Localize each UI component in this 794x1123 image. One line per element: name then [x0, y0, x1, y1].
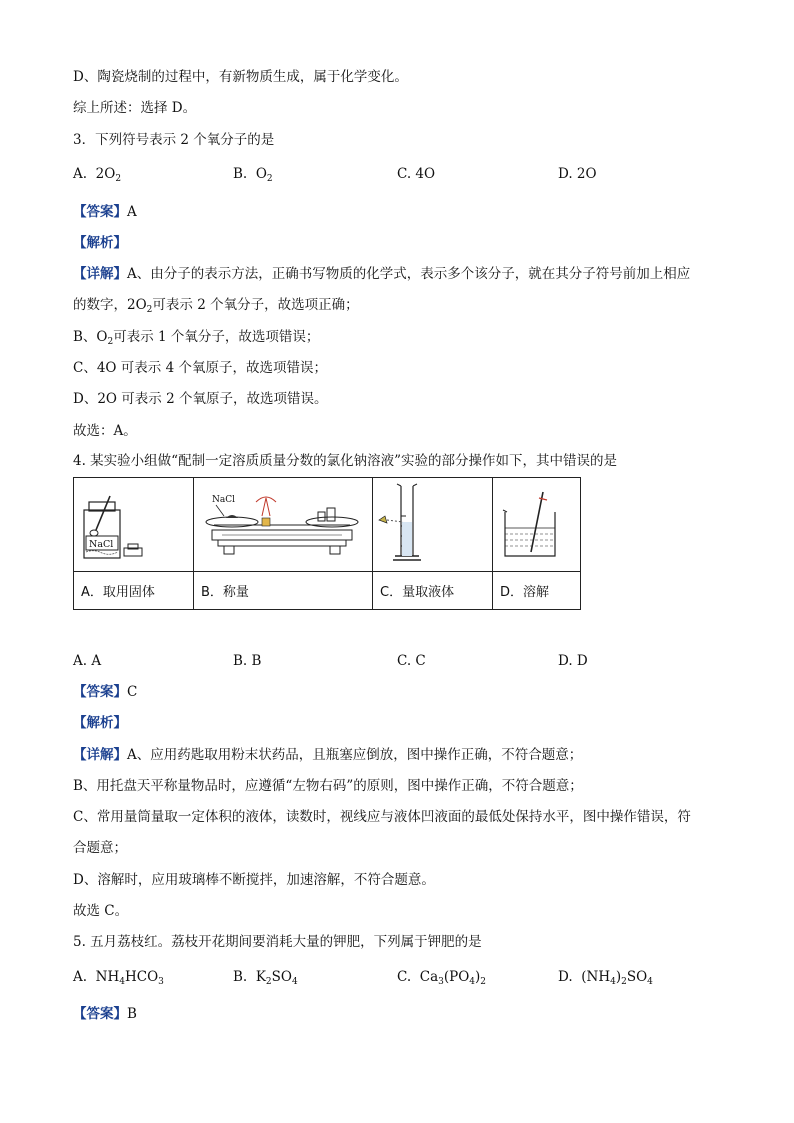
q4-option-d: D. D — [558, 653, 588, 669]
question-4: 4. 某实验小组做“配制一定溶质质量分数的氯化钠溶液”实验的部分操作如下，其中错误的是 — [73, 453, 617, 469]
detail-line: B、$O_2$可表示 1 个氧分子，故选项错误； — [73, 329, 320, 347]
detail-line: C、常用量筒量取一定体积的液体，读数时，视线应与液体凹液面的最低处保持水平，图中操作错误，符 — [73, 809, 691, 825]
q5-option-b: B. $K_2SO_4$ — [233, 969, 298, 987]
q5-option-c: C. $Ca_3(PO_4)_2$ — [397, 969, 487, 987]
q4-option-c: C. C — [397, 653, 426, 669]
caption-c: C．量取液体 — [373, 572, 493, 610]
answer-line: 【答案】C — [73, 684, 138, 700]
analysis-heading: 【解析】 — [73, 235, 127, 251]
question-3: 3．下列符号表示 2 个氧分子的是 — [73, 132, 275, 148]
answer-line: 【答案】A — [73, 204, 137, 220]
detail-line: 【详解】A、应用药匙取用粉末状药品，且瓶塞应倒放，图中操作正确，不符合题意； — [73, 747, 583, 763]
q5-option-d: D. $(NH_4)_2SO_4$ — [558, 969, 653, 987]
q3-option-b: B. $O_2$ — [233, 166, 273, 184]
text-line: 综上所述：选择 D。 — [73, 100, 197, 116]
answer-line: 【答案】B — [73, 1006, 137, 1022]
image-take-solid — [74, 478, 194, 572]
reagent-bottle-icon — [74, 478, 193, 571]
q3-option-a: A. $2O_2$ — [73, 166, 122, 184]
caption-d: D．溶解 — [493, 572, 581, 610]
detail-line: D、2O 可表示 2 个氧原子，故选项错误。 — [73, 391, 328, 407]
detail-line: 的数字，$2O_2$可表示 2 个氧分子，故选项正确； — [73, 297, 359, 315]
detail-line: 【详解】A、由分子的表示方法，正确书写物质的化学式，表示多个该分子，就在其分子符号前加上相应 — [73, 266, 691, 282]
q3-option-c: C. 4O — [397, 166, 436, 182]
q3-option-d: D. 2O — [558, 166, 597, 182]
q5-option-a: A. $NH_4HCO_3$ — [73, 969, 164, 987]
q4-option-a: A. A — [73, 653, 102, 669]
detail-line: D、溶解时，应用玻璃棒不断搅拌，加速溶解，不符合题意。 — [73, 872, 435, 888]
nacl-label: NaCl — [89, 539, 114, 550]
question-5: 5. 五月荔枝红。荔枝开花期间要消耗大量的钾肥，下列属于钾肥的是 — [73, 934, 482, 950]
detail-line: B、用托盘天平称量物品时，应遵循“左物右码”的原则，图中操作正确，不符合题意； — [73, 778, 583, 794]
experiment-table — [73, 477, 581, 610]
analysis-heading: 【解析】 — [73, 715, 127, 731]
final-answer: 故选 C。 — [73, 903, 129, 919]
text-line: D、陶瓷烧制的过程中，有新物质生成，属于化学变化。 — [73, 69, 408, 85]
nacl-label: NaCl — [212, 495, 236, 505]
caption-b: B．称量 — [194, 572, 373, 610]
graduated-cylinder-icon — [373, 478, 492, 571]
image-weighing — [194, 478, 373, 572]
detail-line: C、4O 可表示 4 个氧原子，故选项错误； — [73, 360, 327, 376]
image-measure-liquid — [373, 478, 493, 572]
q4-option-b: B. B — [233, 653, 262, 669]
caption-a: A．取用固体 — [74, 572, 194, 610]
final-answer: 故选：A。 — [73, 423, 137, 439]
beaker-icon — [493, 478, 580, 571]
balance-scale-icon — [194, 478, 372, 571]
detail-line: 合题意； — [73, 840, 127, 856]
image-dissolve — [493, 478, 581, 572]
